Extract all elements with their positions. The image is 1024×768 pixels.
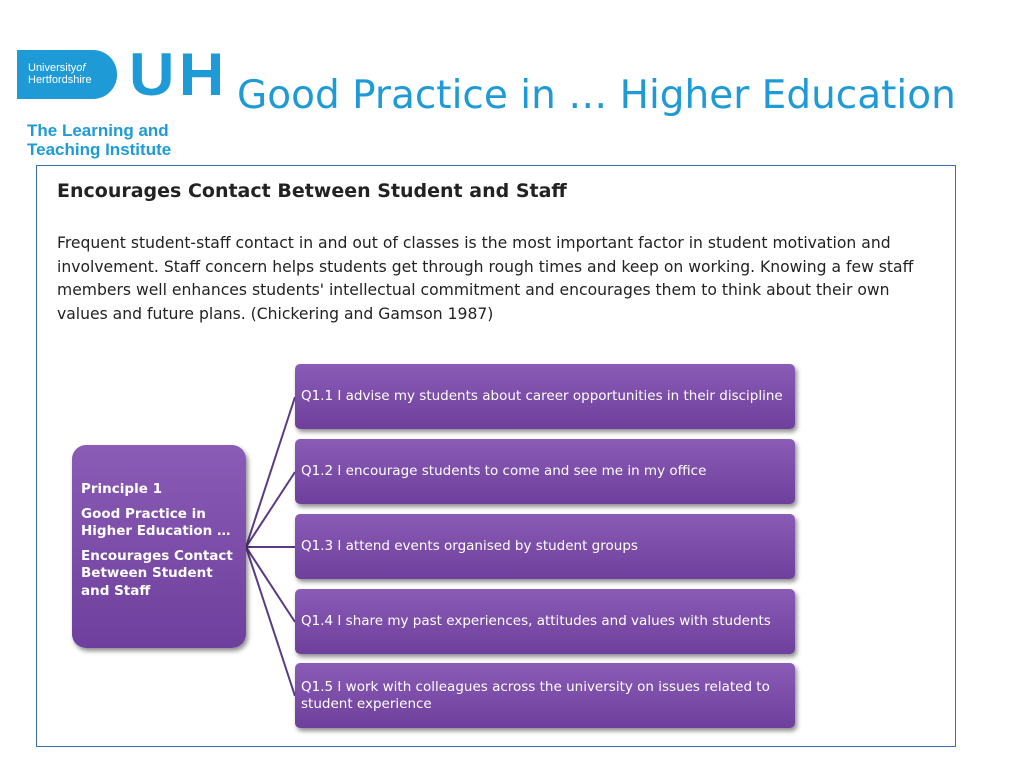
question-text: Q1.4 I share my past experiences, attitudes and values with students: [301, 613, 771, 629]
principle-statement: Encourages Contact Between Student and Staff: [81, 547, 233, 599]
university-logo-badge: [17, 50, 117, 99]
hertfordshire-word: Hertfordshire: [28, 74, 92, 86]
connector-q4: [246, 547, 295, 622]
content-frame: [36, 165, 956, 747]
institute-name: [27, 121, 171, 159]
principle-context: Good Practice in Higher Education …: [81, 505, 231, 539]
question-text: Q1.3 I attend events organised by student groups: [301, 538, 638, 554]
question-box-q1-1: [295, 364, 795, 429]
principle-number: Principle 1: [81, 481, 162, 497]
question-box-q1-3: [295, 514, 795, 579]
content-paragraph: Frequent student-staff contact in and out of classes is the most important factor in student motivation and involvement. Staff concern helps students get through rough times and keep on working. Knowing a few staff members well enhances students' intellectual commitment and encourages them to think about their own values and future plans. (Chickering and Gamson 1987): [57, 234, 914, 323]
content-heading: Encourages Contact Between Student and Staff: [57, 180, 567, 202]
institute-line-2: Teaching Institute: [27, 140, 172, 159]
connector-q5: [246, 547, 295, 696]
principle-box: [72, 445, 246, 648]
institute-line-1: The Learning and: [27, 121, 169, 140]
connector-q1: [246, 397, 295, 547]
question-text: Q1.1 I advise my students about career opportunities in their discipline: [301, 388, 783, 404]
of-word: of: [76, 62, 86, 74]
uh-logo-mark: UH: [129, 41, 229, 108]
question-box-q1-4: [295, 589, 795, 654]
question-box-q1-2: [295, 439, 795, 504]
question-box-q1-5: [295, 663, 795, 728]
connector-q2: [246, 472, 295, 547]
question-text: Q1.2 I encourage students to come and see me in my office: [301, 463, 707, 479]
question-text: Q1.5 I work with colleagues across the university on issues related to student experience: [301, 678, 770, 712]
university-name: [28, 62, 92, 86]
university-word: University: [28, 62, 77, 74]
slide-title: Good Practice in … Higher Education: [237, 73, 956, 118]
